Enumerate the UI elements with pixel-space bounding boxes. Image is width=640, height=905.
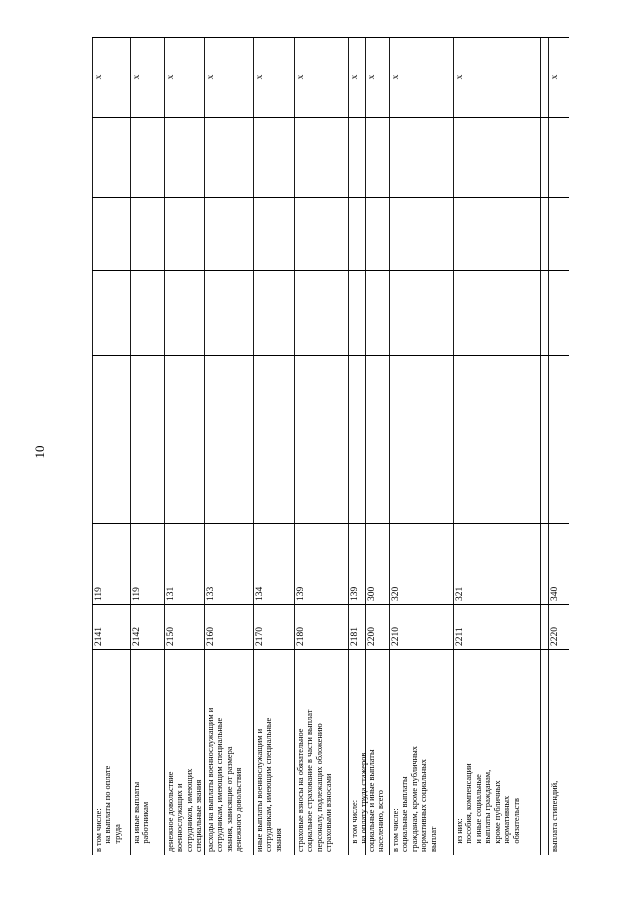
row-code-cell [453,604,540,649]
row-mark-cell [548,37,569,117]
row-description-cell [92,649,130,855]
row-code-cell [164,604,204,649]
row-code-cell [92,604,130,649]
row-mark: x [206,74,216,80]
row-article: 119 [94,587,104,601]
row-mark-cell [204,37,253,117]
row-article-cell [92,523,130,604]
row-description-cell [164,649,204,855]
row-description: из них: пособия, компенсации и иные социальные выплаты гражданам, кроме публичных нормативных обязательств [455,763,521,844]
row-article-cell [548,523,569,604]
row-code-cell [204,604,253,649]
row-mark: x [455,74,465,80]
row-code-cell [389,604,453,649]
row-article-cell [453,523,540,604]
row-code: 2220 [550,627,560,646]
row-code-cell [130,604,164,649]
row-code-cell [294,604,348,649]
rotated-table [92,37,569,855]
row-article-cell [389,523,453,604]
row-code: 2181 [350,627,360,646]
row-article: 134 [255,586,265,601]
row-code-cell [348,604,365,649]
row-code: 2180 [296,627,306,646]
row-mark-cell [389,37,453,117]
row-description-cell [204,649,253,855]
row-description: расходы на выплаты военнослужащим и сотрудникам, имеющим специальные звания, зависящие от размера денежного довольствия [206,707,244,852]
row-mark: x [391,74,401,80]
row-mark: x [296,74,306,80]
row-mark-cell [130,37,164,117]
row-code: 2141 [94,627,104,646]
row-article-cell [204,523,253,604]
row-article: 133 [206,586,216,601]
row-description: денежное довольствие военнослужащих и сотрудников, имеющих специальные звания [166,768,204,852]
row-description-cell [294,649,348,855]
row-description: на иные выплаты работникам [132,781,151,844]
row-article-cell [253,523,294,604]
row-article-cell [164,523,204,604]
row-code-cell [365,604,389,649]
row-description: в том числе: на оплату труда стажеров [350,752,369,844]
row-mark-cell [348,37,365,117]
row-description-cell [453,649,540,855]
row-article: 320 [391,586,401,601]
row-description: в том числе: социальные выплаты гражданам, кроме публичных нормативных социальных выплат [391,746,438,852]
row-mark-cell [294,37,348,117]
row-article: 139 [296,586,306,601]
row-article: 321 [455,586,465,601]
row-article: 300 [367,586,377,601]
row-description: социальные и иные выплаты населению, всего [367,749,386,852]
row-article: 340 [550,586,560,601]
row-description-cell [548,649,569,855]
page-number-text: 10 [32,445,47,459]
row-article: 119 [132,587,142,601]
row-mark: x [350,74,360,80]
row-description-cell [130,649,164,855]
row-article-cell [365,523,389,604]
row-mark-cell [453,37,540,117]
row-mark: x [166,74,176,80]
row-code: 2160 [206,627,216,646]
row-code: 2200 [367,627,377,646]
row-article-cell [130,523,164,604]
row-article-cell [294,523,348,604]
row-code-cell [548,604,569,649]
row-mark-cell [164,37,204,117]
row-description: в том числе: на выплаты по оплате труда [94,765,122,852]
row-mark: x [367,74,377,80]
row-code: 2150 [166,627,176,646]
row-mark: x [94,74,104,80]
row-code: 2142 [132,627,142,646]
row-description: страховые взносы на обязательное социальное страхование в части выплат персоналу, подлежащих обложению страховыми взносами [296,709,334,852]
row-article: 131 [166,586,176,601]
row-description-cell [348,649,369,855]
row-mark: x [255,74,265,80]
row-code: 2170 [255,627,265,646]
row-code-cell [253,604,294,649]
row-mark: x [132,74,142,80]
row-code: 2210 [391,627,401,646]
row-mark: x [550,74,560,80]
row-code: 2211 [455,627,465,646]
row-mark-cell [253,37,294,117]
row-mark-cell [365,37,389,117]
row-description-cell [253,649,294,855]
row-description-cell [365,649,389,855]
row-description-cell [389,649,453,855]
row-mark-cell [92,37,130,117]
row-article-cell [348,523,365,604]
row-article: 139 [350,586,360,601]
row-description: иные выплаты военнослужащим и сотрудникам, имеющим специальные звания [255,717,283,852]
row-description: выплата стипендий, [550,780,559,852]
